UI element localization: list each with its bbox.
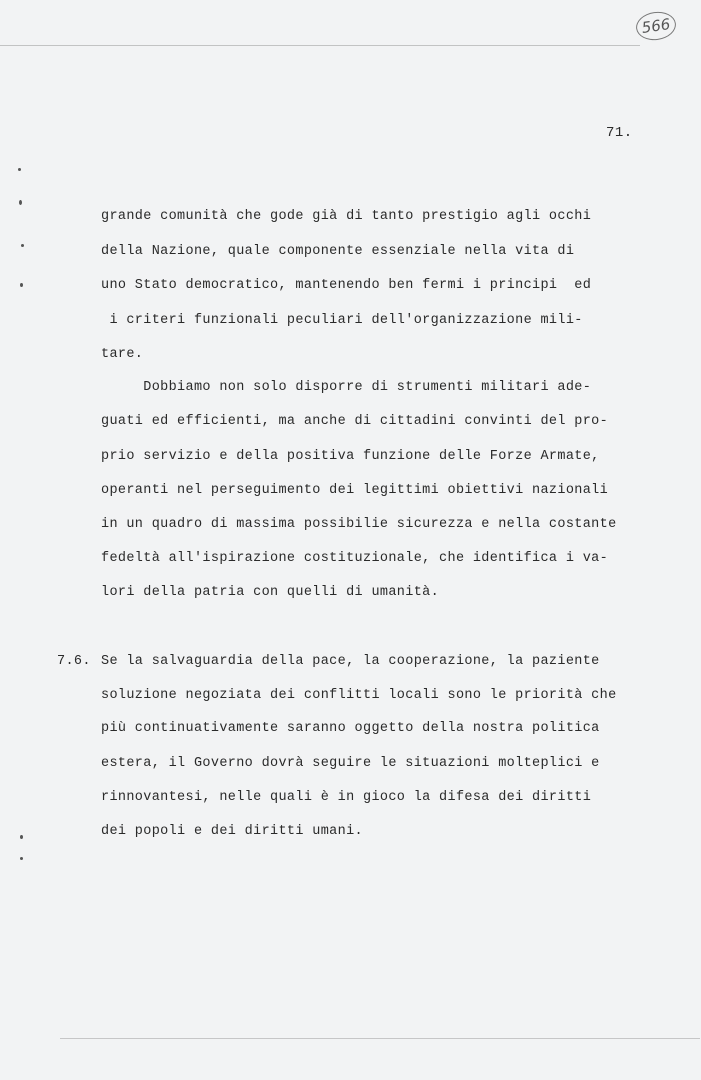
text-line: tare. bbox=[101, 347, 144, 362]
text-line: della Nazione, quale componente essenziale nella vita di bbox=[101, 244, 575, 259]
bottom-rule bbox=[60, 1038, 700, 1039]
text-line: i criteri funzionali peculiari dell'organizzazione mili- bbox=[101, 313, 583, 328]
text-line: grande comunità che gode già di tanto prestigio agli occhi bbox=[101, 209, 592, 224]
text-line: Se la salvaguardia della pace, la cooperazione, la paziente bbox=[101, 654, 600, 669]
scan-speck bbox=[20, 857, 23, 860]
text-line: soluzione negoziata dei conflitti locali sono le priorità che bbox=[101, 688, 617, 703]
text-line: più continuativamente saranno oggetto della nostra politica bbox=[101, 721, 600, 736]
scan-speck bbox=[21, 244, 24, 247]
section-number: 7.6. bbox=[57, 654, 91, 669]
text-line: in un quadro di massima possibilie sicurezza e nella costante bbox=[101, 517, 617, 532]
scan-speck bbox=[20, 283, 23, 287]
text-line: dei popoli e dei diritti umani. bbox=[101, 824, 363, 839]
scan-speck bbox=[18, 168, 21, 171]
text-line: Dobbiamo non solo disporre di strumenti militari ade- bbox=[101, 380, 592, 395]
text-line: prio servizio e della positiva funzione delle Forze Armate, bbox=[101, 449, 600, 464]
text-line: lori della patria con quelli di umanità. bbox=[101, 585, 440, 600]
page-number: 71. bbox=[606, 125, 633, 141]
top-rule bbox=[0, 45, 640, 46]
archive-stamp: 566 bbox=[634, 9, 678, 42]
scan-speck bbox=[19, 200, 22, 205]
text-line: fedeltà all'ispirazione costituzionale, che identifica i va- bbox=[101, 551, 609, 566]
text-line: uno Stato democratico, mantenendo ben fermi i principi ed bbox=[101, 278, 592, 293]
text-line: estera, il Governo dovrà seguire le situazioni molteplici e bbox=[101, 756, 600, 771]
scan-speck bbox=[20, 835, 23, 839]
text-line: guati ed efficienti, ma anche di cittadini convinti del pro- bbox=[101, 414, 609, 429]
text-line: operanti nel perseguimento dei legittimi obiettivi nazionali bbox=[101, 483, 609, 498]
text-line: rinnovantesi, nelle quali è in gioco la difesa dei diritti bbox=[101, 790, 592, 805]
